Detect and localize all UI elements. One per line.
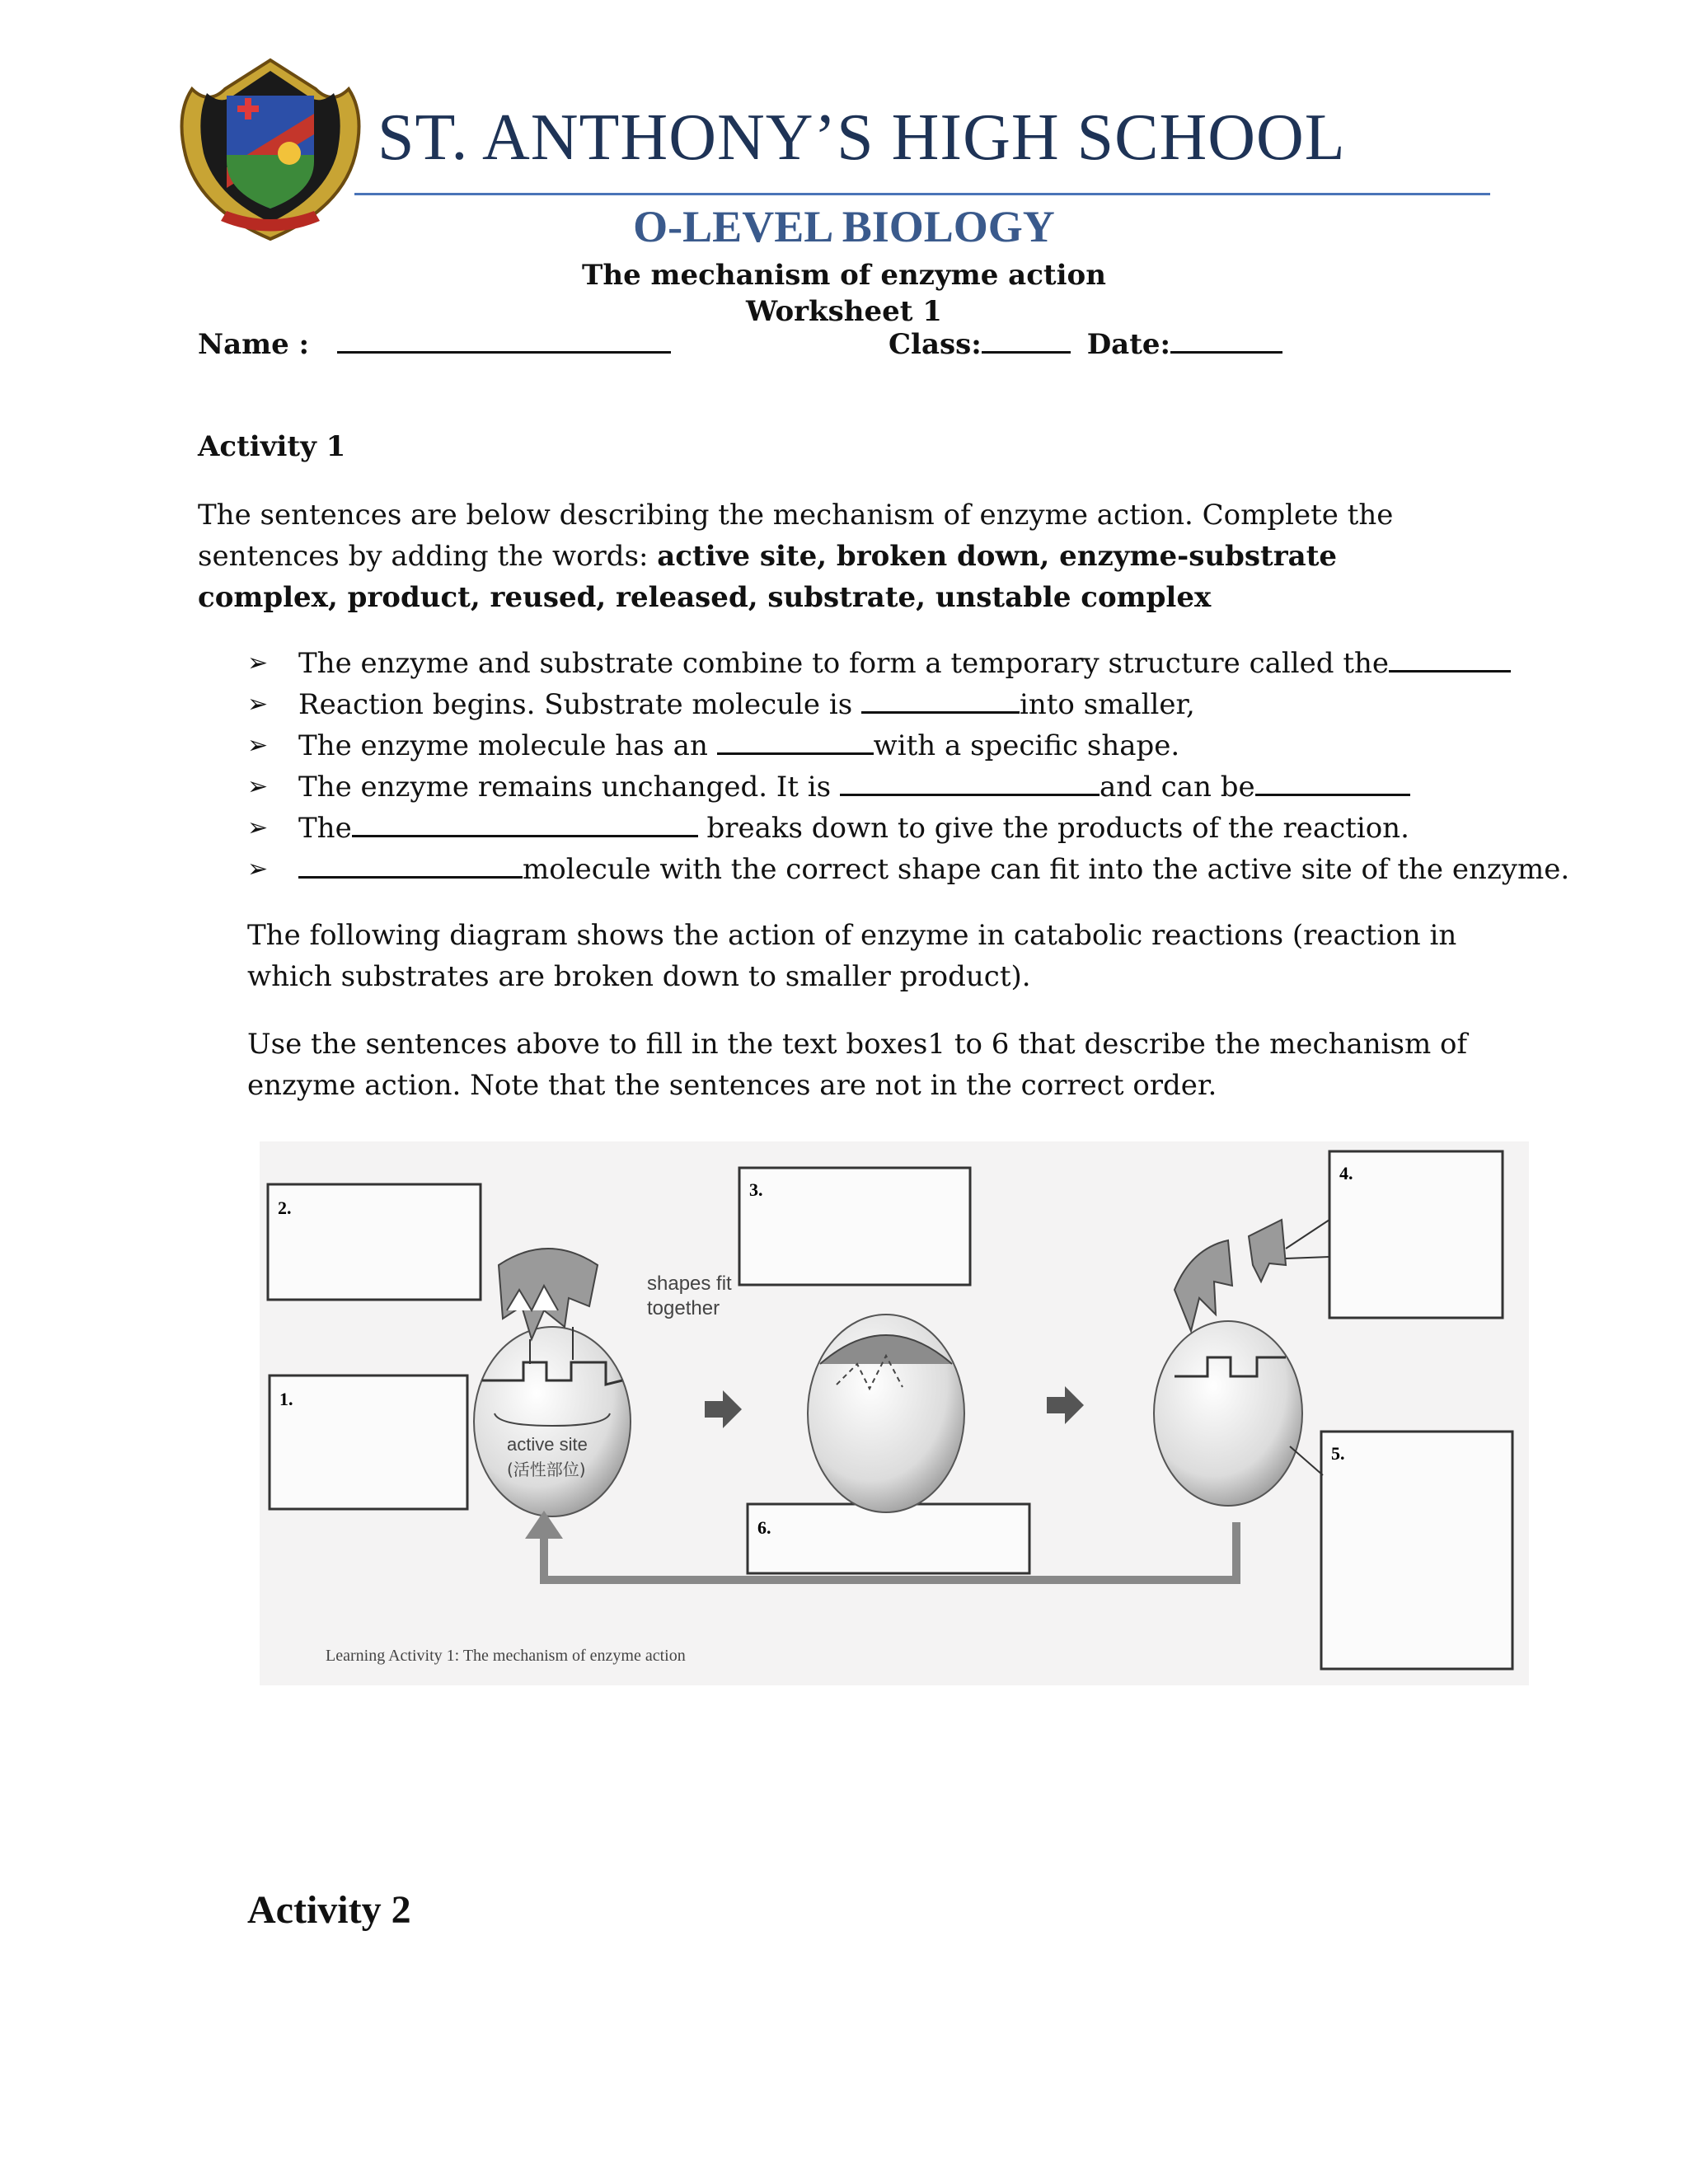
enzyme-substrate-complex [808,1315,964,1512]
sentence-text: and can be [1099,771,1255,804]
sentence-item [247,643,1500,684]
box-label-4: 4. [1339,1163,1353,1183]
diagram-description: The following diagram shows the action of enzyme in catabolic reactions (reaction in which substrates are broken down to smaller product). [247,919,1457,993]
active-site-label: active site [507,1434,588,1455]
instructions-text: The sentences are below describing the mechanism of enzyme action. Complete the sentences by adding the words: [198,499,1394,573]
answer-blank[interactable] [298,851,523,879]
sentence-text: The enzyme and substrate combine to form a temporary structure called the [298,647,1390,680]
answer-blank[interactable] [717,728,874,755]
diagram-figure [260,1141,1529,1685]
box-label-6: 6. [757,1517,771,1538]
box-label-3: 3. [749,1179,763,1200]
name-label: Name : [198,328,310,361]
subject-title: O-LEVEL BIOLOGY [633,202,1055,251]
sentence-item [247,849,1570,890]
name-field [198,326,671,361]
sentence-text: with a specific shape. [873,729,1180,762]
sentence-list [247,643,1570,890]
topic-title: The mechanism of enzyme action [582,259,1106,292]
class-date-field [889,326,1282,361]
activity-1-heading: Activity 1 [198,430,346,463]
right-arrow-icon [1047,1386,1084,1424]
sentence-item [247,766,1500,808]
answer-box-5[interactable] [1321,1432,1512,1669]
box-label-5: 5. [1331,1443,1345,1464]
activity-1-instructions [198,494,1459,618]
sentence-item [247,684,1500,725]
date-label: Date: [1086,328,1171,361]
answer-box-3[interactable] [739,1168,970,1285]
shapes-fit-label: shapes fit [647,1272,732,1295]
sentence-text: Reaction begins. Substrate molecule is [298,688,861,721]
sentence-text: The enzyme remains unchanged. It is [298,771,840,804]
right-arrow-icon [705,1390,742,1428]
header-divider [354,193,1490,195]
answer-blank[interactable] [861,687,1020,714]
answer-box-1[interactable] [270,1376,467,1509]
school-name: ST. ANTHONY’S HIGH SCHOOL [377,101,1346,174]
answer-blank[interactable] [1255,769,1410,796]
box-label-1: 1. [279,1389,293,1409]
date-blank [1170,326,1282,354]
together-label: together [647,1297,720,1319]
answer-blank[interactable] [1389,645,1511,673]
box-label-2: 2. [278,1197,292,1218]
word-bank: active site, broken down, enzyme-substrate complex, product, reused, released, substrate, unstable complex [198,540,1338,614]
diagram-instructions: Use the sentences above to fill in the text boxes1 to 6 that describe the mechanism of enzyme action. Note that the sentences are not in the correct order. [247,1028,1468,1102]
answer-blank[interactable] [352,810,698,837]
sentence-text: molecule with the correct shape can fit into the active site of the enzyme. [523,853,1570,886]
sentence-text: The enzyme molecule has an [298,729,717,762]
enzyme-releasing-products [1154,1220,1329,1506]
activity-2-heading: Activity 2 [247,1888,411,1932]
answer-blank[interactable] [840,769,1100,796]
diagram-caption: Learning Activity 1: The mechanism of enzyme action [326,1647,686,1665]
sentence-text: into smaller, [1020,688,1195,721]
name-blank [337,326,671,354]
sentence-text: The [298,812,352,845]
sentence-item [247,808,1500,849]
answer-box-2[interactable] [268,1184,481,1300]
answer-box-6[interactable] [748,1504,1029,1573]
class-label: Class: [889,328,982,361]
active-site-chinese-label: (活性部位) [507,1460,586,1479]
worksheet-heading [0,257,1688,330]
class-blank [982,326,1071,354]
enzyme-action-diagram [260,1141,1529,1685]
answer-box-4[interactable] [1329,1151,1503,1318]
sentence-text: breaks down to give the products of the reaction. [697,812,1409,845]
sentence-item [247,725,1500,766]
worksheet-number: Worksheet 1 [746,295,942,328]
